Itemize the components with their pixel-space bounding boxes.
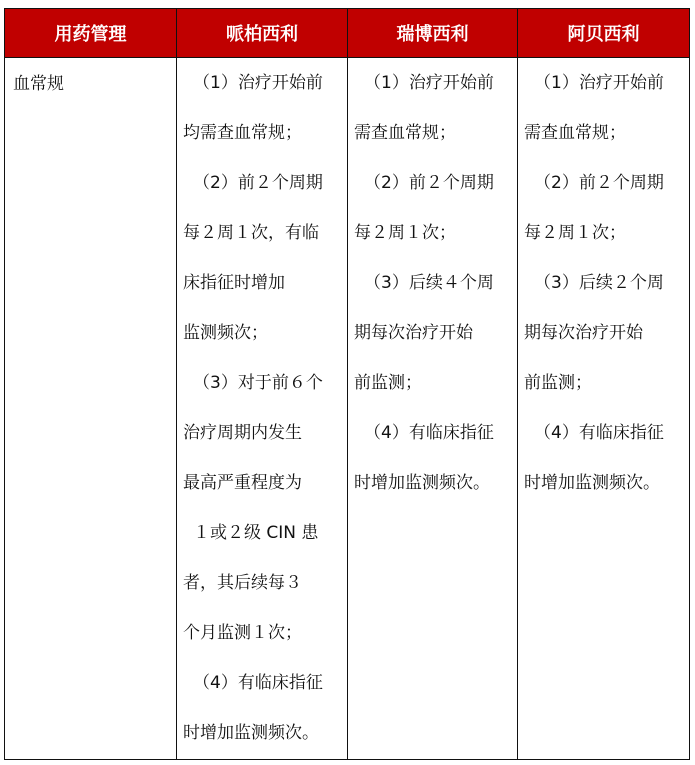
- header-ribociclib: 瑞博西利: [348, 9, 518, 58]
- cell-line: （2）前２个周期: [534, 173, 664, 193]
- table-row: [5, 58, 690, 760]
- cell-line: （2）前２个周期: [193, 173, 323, 193]
- cell-line: 治疗周期内发生: [183, 423, 302, 443]
- medication-management-table: [4, 8, 690, 760]
- ribociclib-cell: [348, 58, 518, 760]
- cell-line: （3）对于前６个: [193, 373, 323, 393]
- category-cell: [5, 58, 177, 760]
- cell-line: （1）治疗开始前: [193, 73, 323, 93]
- cell-line: 需查血常规；: [354, 123, 456, 143]
- abemaciclib-cell: [518, 58, 690, 760]
- cell-line: （1）治疗开始前: [534, 73, 664, 93]
- header-abemaciclib: 阿贝西利: [518, 9, 690, 58]
- header-medication-management: 用药管理: [5, 9, 177, 58]
- cell-line: 床指征时增加: [183, 273, 285, 293]
- cell-line: １或２级 CIN 患: [193, 523, 319, 543]
- cell-line: 时增加监测频次。: [524, 473, 660, 493]
- cell-line: （2）前２个周期: [364, 173, 494, 193]
- cell-line: 最高严重程度为: [183, 473, 302, 493]
- cell-line: （4）有临床指征: [364, 423, 494, 443]
- cell-line: 每２周１次，有临: [183, 223, 319, 243]
- table-header-row: [5, 9, 690, 58]
- category-label: 血常规: [13, 74, 64, 94]
- cell-line: 者，其后续每３: [183, 573, 302, 593]
- cell-line: 期每次治疗开始: [524, 323, 643, 343]
- cell-line: 前监测；: [524, 373, 592, 393]
- cell-line: 监测频次；: [183, 323, 268, 343]
- header-palbociclib: 哌柏西利: [177, 9, 348, 58]
- palbociclib-cell: [177, 58, 348, 760]
- cell-line: 每２周１次；: [354, 223, 456, 243]
- cell-line: 时增加监测频次。: [354, 473, 490, 493]
- cell-line: 个月监测１次；: [183, 623, 302, 643]
- cell-line: 需查血常规；: [524, 123, 626, 143]
- cell-line: （3）后续４个周: [364, 273, 494, 293]
- cell-line: （1）治疗开始前: [364, 73, 494, 93]
- cell-line: （4）有临床指征: [534, 423, 664, 443]
- cell-line: 期每次治疗开始: [354, 323, 473, 343]
- cell-line: 均需查血常规；: [183, 123, 302, 143]
- cell-line: 时增加监测频次。: [183, 723, 319, 743]
- cell-line: 前监测；: [354, 373, 422, 393]
- cell-line: 每２周１次；: [524, 223, 626, 243]
- cell-line: （3）后续２个周: [534, 273, 664, 293]
- cell-line: （4）有临床指征: [193, 673, 323, 693]
